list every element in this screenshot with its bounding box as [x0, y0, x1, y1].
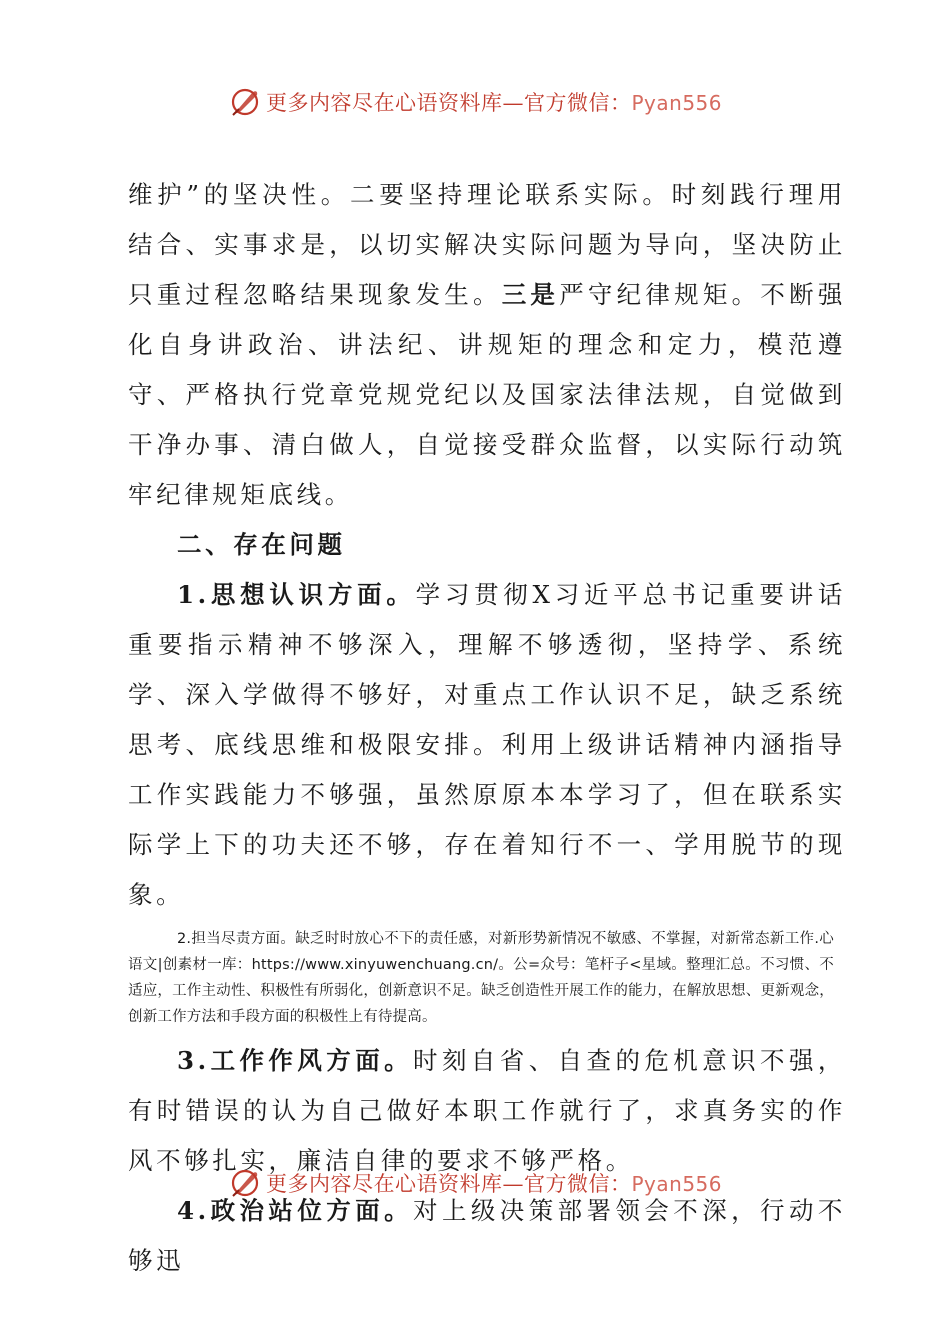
item-3-title: 3.工作作风方面。 [177, 1046, 414, 1075]
item-1-title: 1.思想认识方面。 [177, 580, 416, 609]
paragraph-item-4: 4.政治站位方面。对上级决策部署领会不深，行动不够迅 [128, 1196, 846, 1275]
paragraph-item-3: 3.工作作风方面。时刻自省、自查的危机意识不强，有时错误的认为自己做好本职工作就行了，求真务实的作风不够扎实，廉洁自律的要求不够严格。 [128, 1046, 846, 1175]
watermark-account: Pyan556 [631, 1172, 722, 1196]
item-4-title: 4.政治站位方面。 [177, 1196, 414, 1225]
section-heading: 二、存在问题 [177, 530, 346, 559]
quill-logo-icon [228, 85, 262, 119]
paragraph-item-2: 2.担当尽责方面。缺乏时时放心不下的责任感，对新形势新情况不敏感、不掌握，对新常态新工作.心语文|创素材一库：https://www.xinyuwenchuang.cn/。公=众号：笔杆子<星域。整理汇总。不习惯、不适应，工作主动性、积极性有所弱化，创新意识不足。缺乏创造性开展工作的能力，在解放思想、更新观念，创新工作方法和手段方面的积极性上有待提高。 [128, 931, 834, 1025]
emphasis-sanshi: 三是 [501, 280, 560, 309]
quill-logo-icon [228, 1166, 262, 1200]
watermark-banner-top [0, 82, 950, 122]
paragraph-discipline: 维护”的坚决性。二要坚持理论联系实际。时刻践行理用结合、实事求是，以切实解决实际问题为导向，坚决防止只重过程忽略结果现象发生。三是严守纪律规矩。不断强化自身讲政治、讲法纪、讲规矩的理念和定力，模范遵守、严格执行党章党规党纪以及国家法律法规，自觉做到干净办事、清白做人，自觉接受群众监督，以实际行动筑牢纪律规矩底线。 [128, 180, 846, 509]
document-body [128, 170, 846, 1286]
watermark-text: 更多内容尽在心语资料库—官方微信：Pyan556 [265, 91, 722, 115]
watermark-text: 更多内容尽在心语资料库—官方微信：Pyan556 [265, 1172, 722, 1196]
watermark-banner-bottom [0, 1163, 950, 1203]
paragraph-item-1: 1.思想认识方面。学习贯彻X习近平总书记重要讲话重要指示精神不够深入，理解不够透彻，坚持学、系统学、深入学做得不够好，对重点工作认识不足，缺乏系统思考、底线思维和极限安排。利用上级讲话精神内涵指导工作实践能力不够强，虽然原原本本学习了，但在联系实际学上下的功夫还不够，存在着知行不一、学用脱节的现象。 [128, 580, 846, 909]
watermark-account: Pyan556 [631, 91, 722, 115]
